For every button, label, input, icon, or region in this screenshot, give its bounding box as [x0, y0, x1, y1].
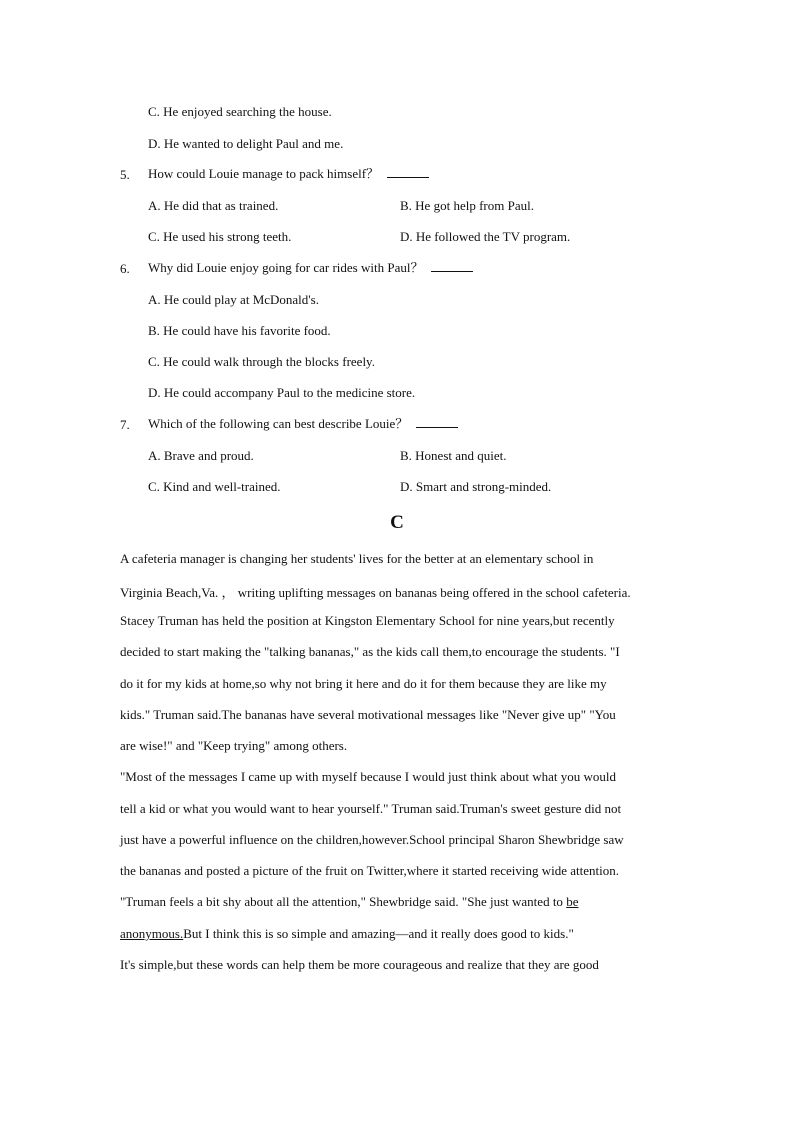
option-c: C. He used his strong teeth.: [148, 229, 292, 244]
option-d: D. He could accompany Paul to the medicine store.: [148, 385, 416, 400]
passage-line: just have a powerful influence on the children,however.School principal Sharon Shewbridge saw: [120, 832, 624, 847]
passage-line: tell a kid or what you would want to hear yourself." Truman said.Truman's sweet gesture did not: [120, 801, 622, 816]
passage-line: do it for my kids at home,so why not bring it here and do it for them because they are like my: [120, 676, 607, 691]
option-c: C. He enjoyed searching the house.: [148, 104, 332, 119]
passage-line: Virginia Beach,Va. ， writing uplifting messages on bananas being offered in the school cafeteria.: [120, 585, 631, 600]
option-b: B. He got help from Paul.: [400, 198, 534, 213]
underlined-phrase: be: [566, 894, 579, 909]
question-number: 6.: [120, 261, 130, 276]
passage-line: are wise!" and "Keep trying" among others.: [120, 738, 348, 753]
passage-line: "Truman feels a bit shy about all the attention," Shewbridge said. "She just wanted to be: [120, 894, 579, 909]
underlined-phrase: anonymous.: [120, 926, 184, 941]
option-b: B. He could have his favorite food.: [148, 323, 331, 338]
question-text: Which of the following can best describe Louie？: [148, 416, 458, 432]
passage-line: Stacey Truman has held the position at Kingston Elementary School for nine years,but recently: [120, 613, 615, 628]
option-d: D. He followed the TV program.: [400, 229, 571, 244]
passage-line: the bananas and posted a picture of the fruit on Twitter,where it started receiving wide attention.: [120, 863, 620, 878]
passage-line: "Most of the messages I came up with myself because I would just think about what you would: [120, 769, 616, 784]
question-number: 5.: [120, 167, 130, 182]
option-a: A. He did that as trained.: [148, 198, 279, 213]
option-c: C. He could walk through the blocks freely.: [148, 354, 375, 369]
question-text: Why did Louie enjoy going for car rides with Paul？: [148, 260, 473, 276]
passage-line: decided to start making the "talking bananas," as the kids call them,to encourage the students. "I: [120, 644, 620, 659]
answer-blank[interactable]: [431, 260, 473, 272]
option-d: D. Smart and strong-minded.: [400, 479, 552, 494]
option-b: B. Honest and quiet.: [400, 448, 507, 463]
section-title: C: [390, 512, 404, 533]
option-d: D. He wanted to delight Paul and me.: [148, 136, 344, 151]
passage-line: anonymous.But I think this is so simple and amazing—and it really does good to kids.": [120, 926, 574, 941]
option-a: A. He could play at McDonald's.: [148, 292, 319, 307]
question-text: How could Louie manage to pack himself？: [148, 166, 429, 182]
passage-line: kids." Truman said.The bananas have several motivational messages like "Never give up" "You: [120, 707, 616, 722]
question-number: 7.: [120, 417, 130, 432]
passage-line: It's simple,but these words can help them be more courageous and realize that they are good: [120, 957, 599, 972]
answer-blank[interactable]: [416, 416, 458, 428]
answer-blank[interactable]: [387, 166, 429, 178]
passage-line: A cafeteria manager is changing her students' lives for the better at an elementary school in: [120, 551, 594, 566]
option-c: C. Kind and well-trained.: [148, 479, 281, 494]
option-a: A. Brave and proud.: [148, 448, 254, 463]
